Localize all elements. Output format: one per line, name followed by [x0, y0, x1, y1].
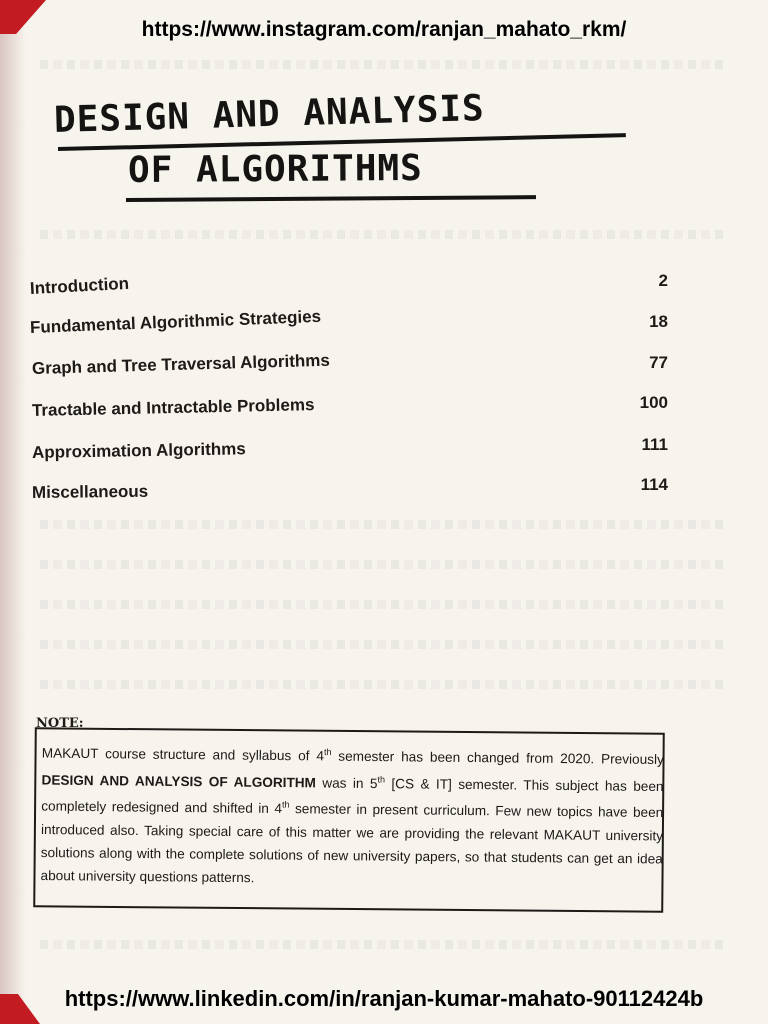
toc-title: Graph and Tree Traversal Algorithms	[31, 350, 331, 378]
toc-row[interactable]	[0, 477, 768, 507]
toc-row[interactable]	[0, 271, 768, 305]
toc-page-number: 111	[641, 435, 668, 454]
note-text	[40, 738, 664, 893]
bleed-through-text	[40, 940, 728, 949]
toc-row[interactable]	[0, 395, 768, 425]
note-text-part: semester in present curriculum. Few new topics have been introduced also. Taking special care of this matter we are providing the relevant MAKAUT university solutions along with the complete solutions of new university papers, so that students can get an idea about university questions patterns.	[40, 801, 664, 885]
bleed-through-text	[40, 560, 728, 569]
note-text-part: was in 5	[315, 774, 378, 791]
toc-title: Fundamental Algorithmic Strategies	[29, 306, 322, 337]
toc-page-number: 18	[649, 312, 668, 331]
note-subject-name: DESIGN AND ANALYSIS OF ALGORITHM	[41, 772, 317, 790]
bleed-through-text	[40, 640, 728, 649]
note-label: NOTE:	[36, 716, 84, 731]
bleed-through-text	[40, 600, 728, 609]
chapter-title-line-1: DESIGN AND ANALYSIS	[53, 87, 486, 141]
toc-page-number: 2	[658, 271, 668, 290]
title-underline-2	[126, 195, 536, 202]
toc-title: Miscellaneous	[31, 481, 149, 502]
toc-row[interactable]	[0, 306, 768, 342]
linkedin-url[interactable]: https://www.linkedin.com/in/ranjan-kumar-mahato-90112424b	[64, 986, 704, 1011]
note-superscript: th	[377, 774, 386, 785]
toc-title: Introduction	[29, 273, 130, 298]
toc-page-number: 114	[640, 475, 668, 494]
note-superscript: th	[323, 746, 332, 758]
note-text-part: semester has been changed from 2020. Previously	[331, 748, 664, 768]
note-text-part: MAKAUT course structure and syllabus of 4	[41, 745, 325, 764]
note-superscript: th	[281, 799, 290, 810]
bleed-through-text	[40, 60, 728, 69]
book-spine-shadow	[0, 0, 26, 1024]
note-text-part: [CS & IT] semester. This subject has been completely redesigned and shifted in 4	[41, 775, 664, 817]
toc-page-number: 77	[649, 353, 668, 372]
bleed-through-text	[40, 680, 728, 689]
toc-row[interactable]	[0, 350, 768, 383]
toc-page-number: 100	[639, 393, 668, 412]
bleed-through-text	[40, 230, 728, 239]
toc-row[interactable]	[0, 437, 768, 467]
bleed-through-text	[40, 520, 728, 529]
instagram-url[interactable]: https://www.instagram.com/ranjan_mahato_rkm/	[141, 18, 627, 41]
toc-title: Tractable and Intractable Problems	[31, 395, 315, 420]
toc-title: Approximation Algorithms	[31, 439, 246, 462]
chapter-title-line-2: OF ALGORITHMS	[127, 147, 423, 191]
